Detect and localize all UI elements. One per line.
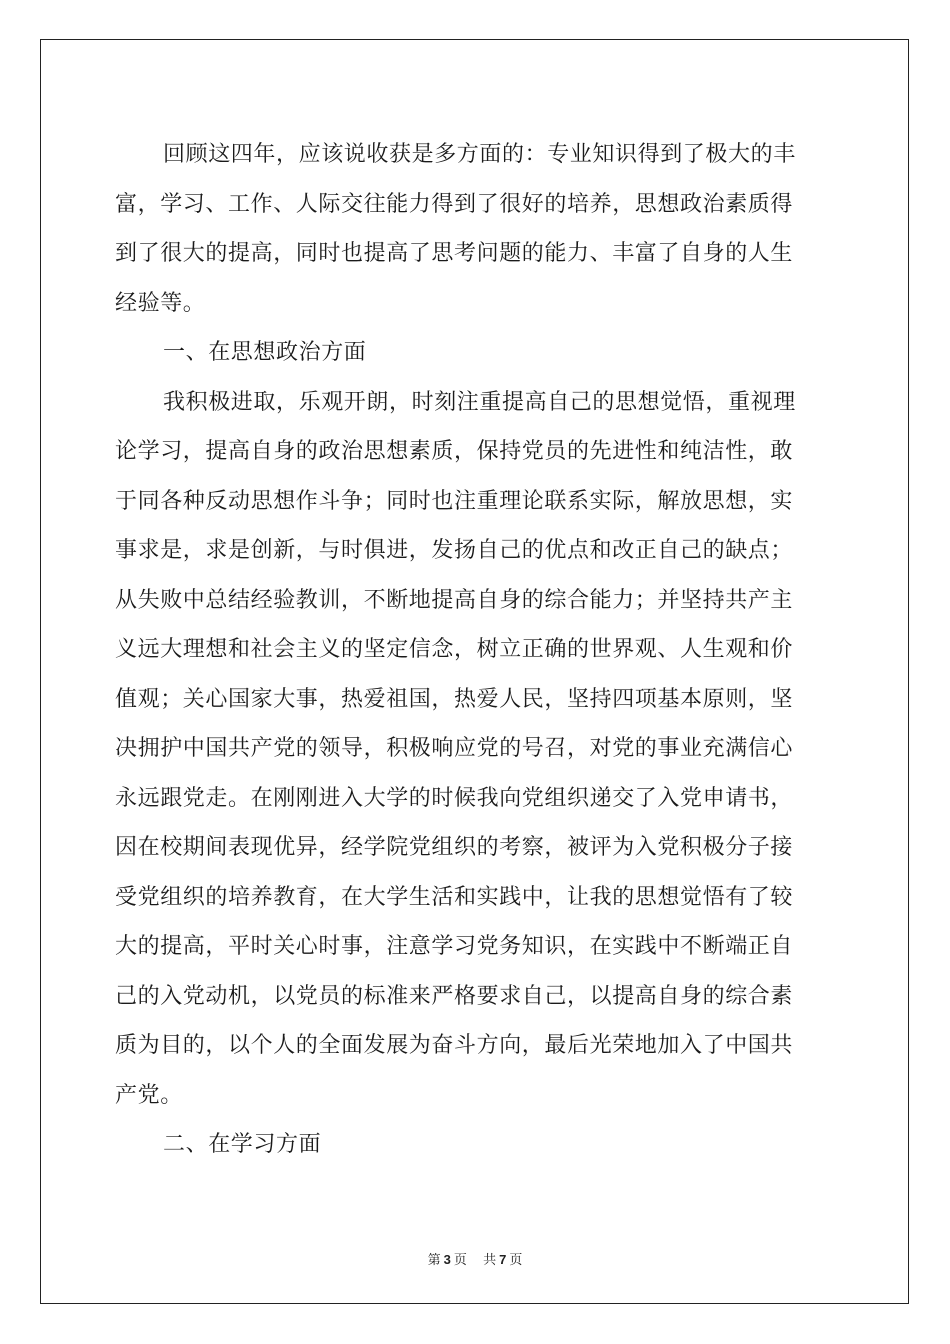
page-prefix: 第 — [427, 1253, 441, 1268]
paragraph-line: 决拥护中国共产党的领导，积极响应党的号召，对党的事业充满信心 — [115, 736, 794, 761]
paragraph-line: 于同各种反动思想作斗争；同时也注重理论联系实际，解放思想，实 — [115, 488, 794, 514]
page-total — [480, 1253, 525, 1268]
paragraph-line: 大的提高，平时关心时事，注意学习党务知识，在实践中不断端正自 — [115, 934, 794, 959]
paragraph-line: 己的入党动机，以党员的标准来严格要求自己，以提高自身的综合素 — [115, 983, 794, 1009]
paragraph-line: 回顾这四年，应该说收获是多方面的：专业知识得到了极大的丰 — [163, 142, 796, 167]
paragraph-line: 值观；关心国家大事，热爱祖国，热爱人民，坚持四项基本原则，坚 — [115, 686, 794, 712]
page-footer — [0, 1249, 950, 1268]
paragraph-line: 事求是，求是创新，与时俱进，发扬自己的优点和改正自己的缺点； — [115, 538, 794, 563]
total-prefix: 共 — [483, 1253, 497, 1268]
section-heading-study: 二、在学习方面 — [163, 1132, 322, 1157]
paragraph-line: 经验等。 — [115, 290, 206, 316]
paragraph-line: 我积极进取，乐观开朗，时刻注重提高自己的思想觉悟，重视理 — [163, 389, 796, 415]
page-number — [425, 1253, 470, 1268]
paragraph-line: 受党组织的培养教育，在大学生活和实践中，让我的思想觉悟有了较 — [115, 884, 794, 910]
paragraph-line: 到了很大的提高，同时也提高了思考问题的能力、丰富了自身的人生 — [115, 241, 794, 266]
total-pages: 7 — [499, 1252, 507, 1267]
section-heading-politics: 一、在思想政治方面 — [163, 340, 367, 365]
total-suffix: 页 — [509, 1253, 523, 1268]
paragraph-line: 论学习，提高自身的政治思想素质，保持党员的先进性和纯洁性，敢 — [115, 439, 794, 464]
paragraph-line: 因在校期间表现优异，经学院党组织的考察，被评为入党积极分子接 — [115, 835, 794, 860]
paragraph-line: 从失败中总结经验教训，不断地提高自身的综合能力；并坚持共产主 — [115, 587, 794, 613]
paragraph-line: 产党。 — [115, 1082, 183, 1108]
page-suffix: 页 — [453, 1253, 467, 1268]
paragraph-line: 质为目的，以个人的全面发展为奋斗方向，最后光荣地加入了中国共 — [115, 1033, 794, 1058]
document-body — [115, 130, 835, 1170]
paragraph-line: 富，学习、工作、人际交往能力得到了很好的培养，思想政治素质得 — [115, 191, 794, 217]
current-page: 3 — [443, 1252, 451, 1267]
paragraph-line: 永远跟党走。在刚刚进入大学的时候我向党组织递交了入党申请书， — [115, 785, 794, 811]
paragraph-line: 义远大理想和社会主义的坚定信念，树立正确的世界观、人生观和价 — [115, 637, 794, 662]
